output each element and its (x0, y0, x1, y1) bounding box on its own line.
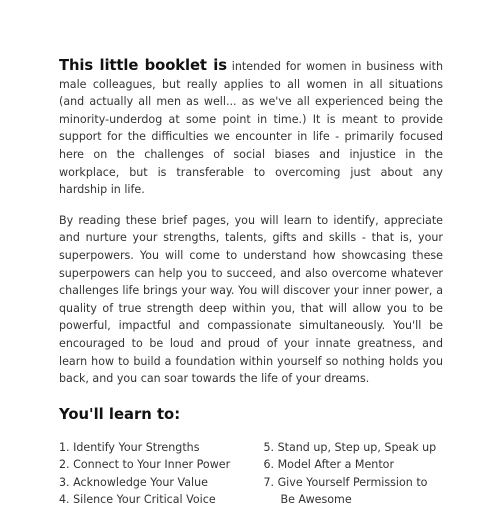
learn-list-right (263, 439, 443, 508)
intro-lead: This little booklet is (59, 57, 227, 74)
list-item: 3. Acknowledge Your Value (59, 475, 208, 489)
list-item-continuation: Be Awesome (280, 492, 352, 506)
list-item: 4. Silence Your Critical Voice (59, 492, 216, 506)
list-item: 6. Model After a Mentor (263, 458, 395, 472)
intro-paragraph (59, 57, 443, 199)
intro-body: intended for women in business with male colleagues, but really applies to all women in all situations (and actually all men as well... as we've all experienced being the minority-underdog at some point in time.) It is meant to provide support for the difficulties we encounter in life - primarily focused here on the challenges of social biases and injustice in the workplace, but is transferable to overcoming just about any hardship in life. (59, 60, 443, 197)
list-item: 5. Stand up, Step up, Speak up (263, 440, 437, 454)
benefits-paragraph: By reading these brief pages, you will learn to identify, appreciate and nurture your strengths, talents, gifts and skills - that is, your superpowers. You will come to understand how showcasing these superpowers can help you to succeed, and also overcome whatever challenges life brings your way. You will discover your inner power, a quality of true strength deep within you, that will allow you to be powerful, impactful and compassionate simultaneously. You'll be encouraged to be loud and proud of your innate greatness, and learn how to build a foundation within yourself so nothing holds you back, and you can soar towards the life of your dreams. (59, 213, 443, 386)
list-item: 7. Give Yourself Permission to (263, 475, 428, 489)
list-item: 2. Connect to Your Inner Power (59, 458, 231, 472)
learn-list (59, 439, 443, 508)
booklet-page (59, 57, 443, 508)
learn-list-left (59, 439, 263, 508)
learn-heading: You'll learn to: (59, 405, 181, 423)
list-item: 1. Identify Your Strengths (59, 440, 200, 454)
